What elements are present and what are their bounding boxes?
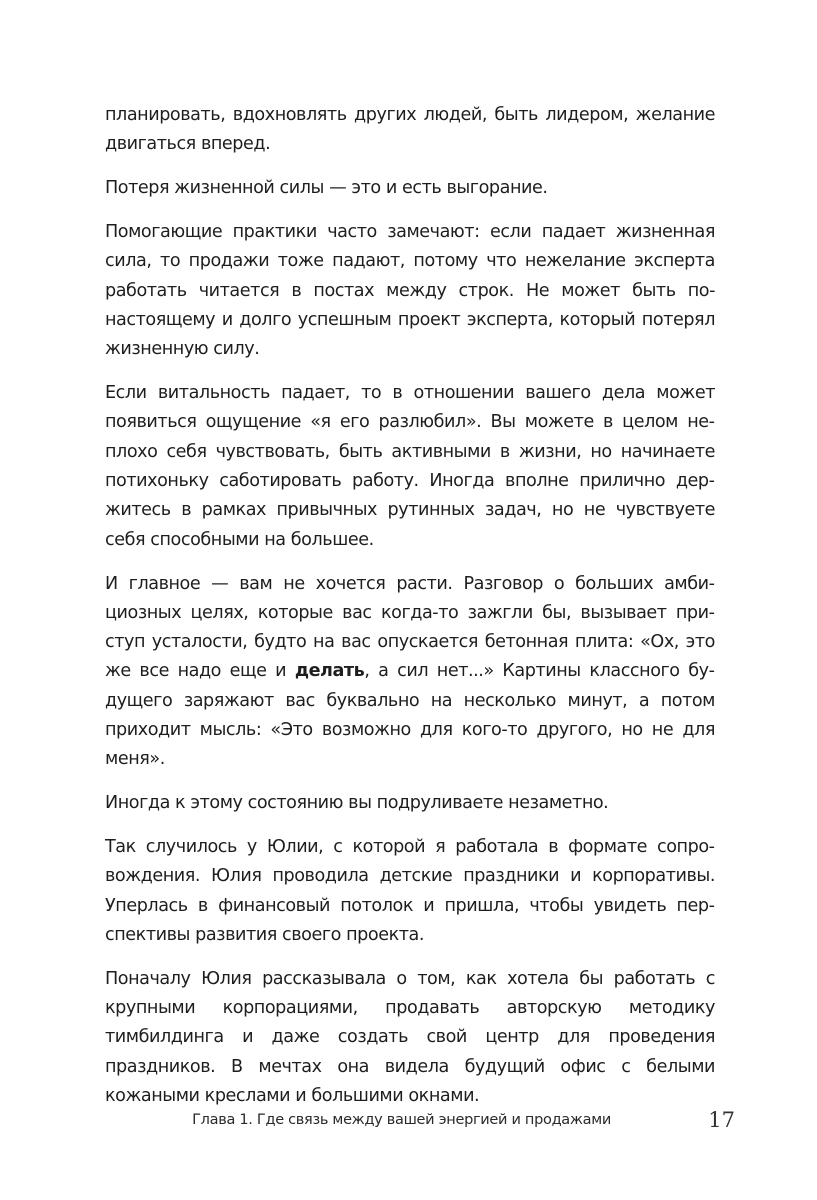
body-text <box>105 101 715 1111</box>
paragraph-1: планировать, вдохновлять других людей, быть лидером, желание двигаться вперед. <box>105 105 715 155</box>
paragraph-5 <box>105 570 715 775</box>
page-number: 17 <box>708 1108 735 1132</box>
paragraph-6: Иногда к этому состоянию вы подруливаете незаметно. <box>105 793 609 814</box>
paragraph-2: Потеря жизненной силы — это и есть выгорание. <box>105 178 548 199</box>
paragraph-7: Так случилось у Юлии, с которой я работала в формате сопровождения. Юлия проводила детские праздники и корпоративы. Уперлась в финансовый потолок и пришла, чтобы увидеть перспективы развития своего проекта. <box>105 837 715 945</box>
page-footer <box>105 1108 735 1138</box>
paragraph-4: Если витальность падает, то в отношении вашего дела может появиться ощущение «я его разлюбил». Вы можете в целом неплохо себя чувствовать, быть активными в жизни, но начинаете потихоньку саботировать работу. Иногда вполне прилично держитесь в рамках привычных рутинных задач, но не чувствуете себя способными на большее. <box>105 383 715 550</box>
emphasis-word: делать <box>294 661 365 682</box>
paragraph-5-start: И главное — вам не хочется расти. Разговор о больших амбициозных целях, которые вас когда-то зажгли бы, вызывает приступ усталости, будто на вас опускается бетонная плита: «Ох, это же все надо еще и <box>105 573 715 682</box>
paragraph-3: Помогающие практики часто замечают: если падает жизненная сила, то продажи тоже падают, потому что нежелание эксперта работать читается в постах между строк. Не может быть по-настоящему и долго успешным проект эксперта, который потерял жизненную силу. <box>105 222 715 360</box>
running-head: Глава 1. Где связь между вашей энергией и продажами <box>192 1112 611 1128</box>
paragraph-5-end: , а сил нет...» Картины классного будущего заряжают вас буквально на несколько минут, а потом приходит мысль: «Это возможно для кого-то другого, но не для меня». <box>105 661 715 770</box>
paragraph-8: Поначалу Юлия рассказывала о том, как хотела бы работать с крупными корпорациями, продавать авторскую методику тимбилдинга и даже создать свой центр для проведения праздников. В мечтах она видела будущий офис с белыми кожаными креслами и большими окнами. <box>105 968 715 1107</box>
